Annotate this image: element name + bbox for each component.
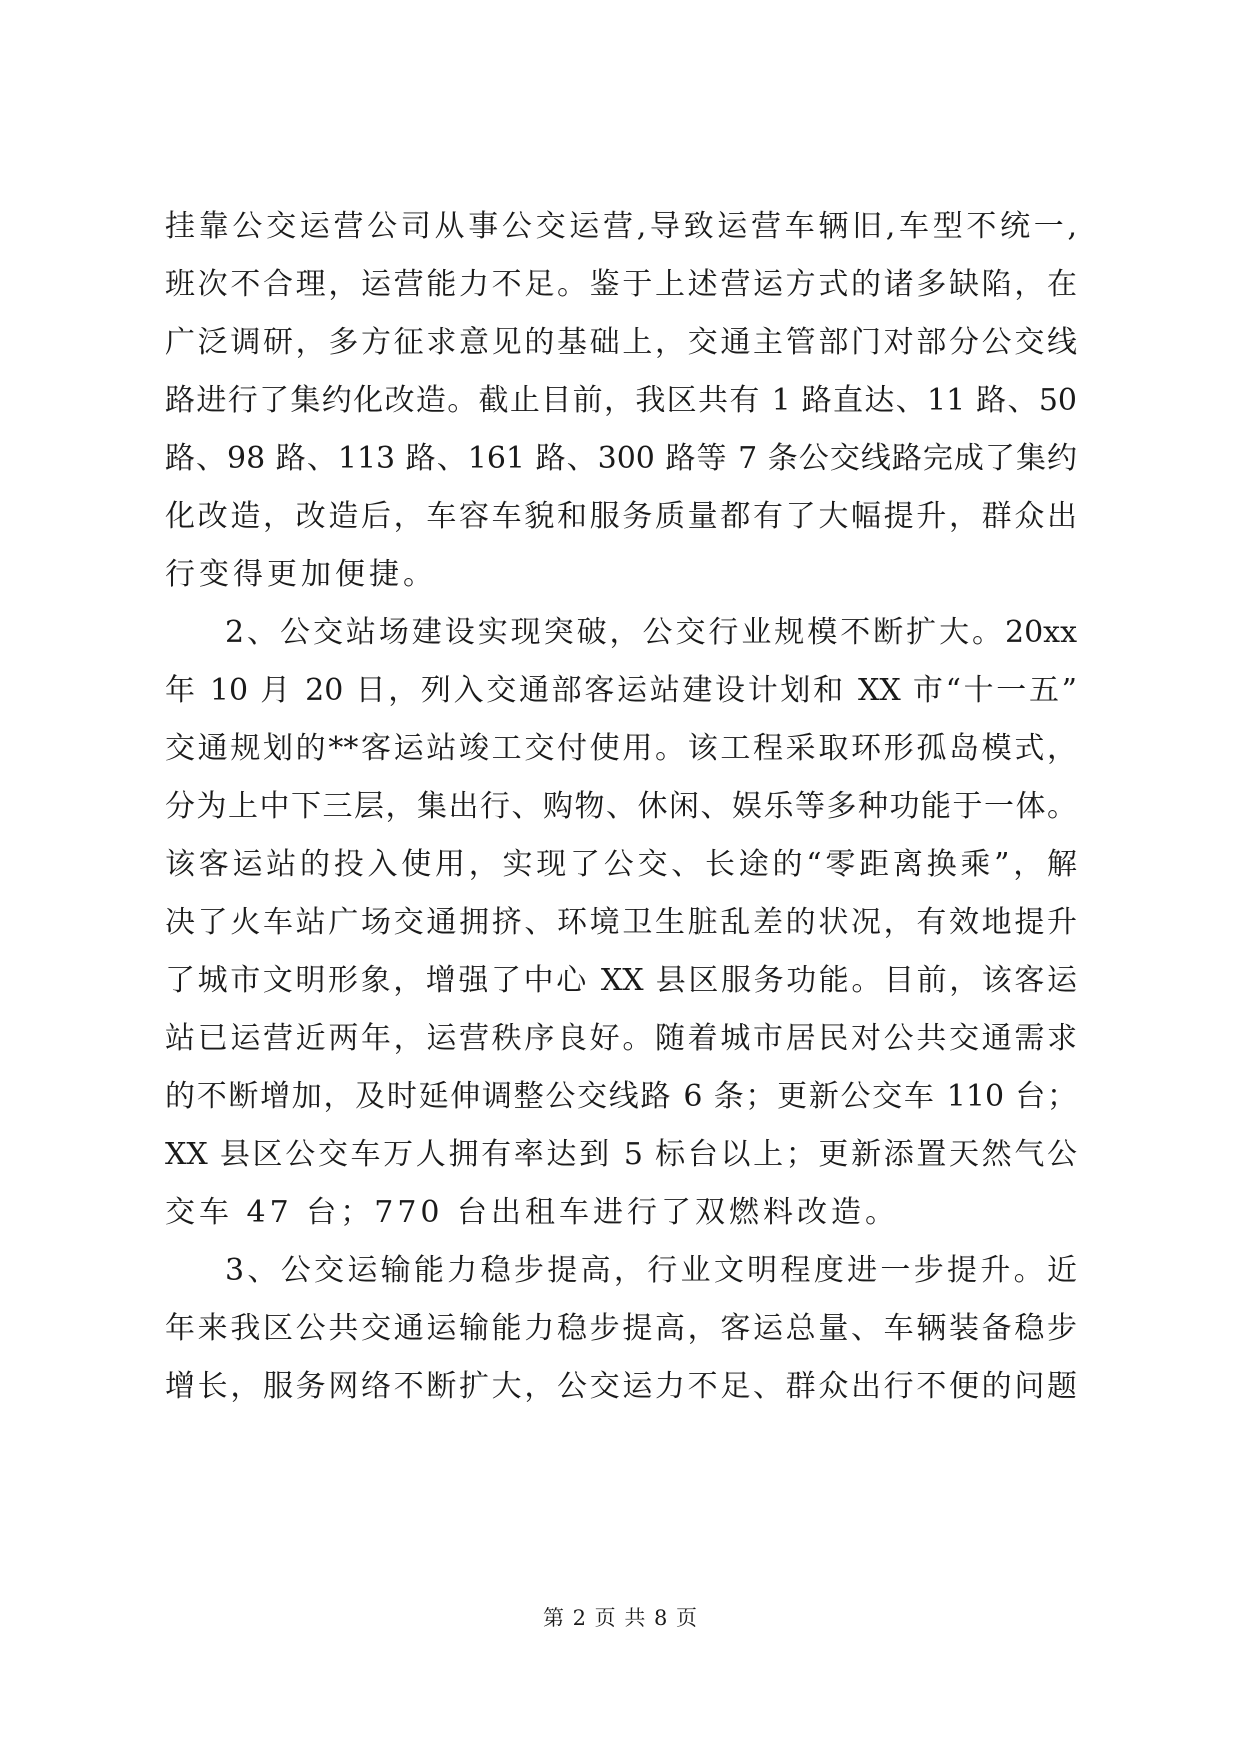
page-footer: 第 2 页 共 8 页 bbox=[542, 1606, 699, 1630]
text-line: 广泛调研，多方征求意见的基础上，交通主管部门对部分公交线 bbox=[165, 325, 1077, 360]
text-line: 的不断增加，及时延伸调整公交线路 6 条；更新公交车 110 台； bbox=[165, 1079, 1077, 1114]
text-line: 分为上中下三层，集出行、购物、休闲、娱乐等多种功能于一体。 bbox=[165, 789, 1077, 824]
text-line: 挂靠公交运营公司从事公交运营,导致运营车辆旧,车型不统一, bbox=[165, 209, 1077, 244]
text-line: 该客运站的投入使用，实现了公交、长途的“零距离换乘”，解 bbox=[165, 847, 1077, 882]
text-line: 年 10 月 20 日，列入交通部客运站建设计划和 XX 市“十一五” bbox=[165, 673, 1077, 708]
text-line: 化改造，改造后，车容车貌和服务质量都有了大幅提升，群众出 bbox=[165, 499, 1077, 534]
text-line: 站已运营近两年，运营秩序良好。随着城市居民对公共交通需求 bbox=[165, 1021, 1077, 1056]
text-line: 交车 47 台；770 台出租车进行了双燃料改造。 bbox=[165, 1195, 900, 1230]
text-line: 行变得更加便捷。 bbox=[165, 557, 437, 592]
text-line: 班次不合理，运营能力不足。鉴于上述营运方式的诸多缺陷，在 bbox=[165, 267, 1077, 302]
text-line: XX 县区公交车万人拥有率达到 5 标台以上；更新添置天然气公 bbox=[165, 1137, 1077, 1172]
text-line: 决了火车站广场交通拥挤、环境卫生脏乱差的状况，有效地提升 bbox=[165, 905, 1077, 940]
text-line: 了城市文明形象，增强了中心 XX 县区服务功能。目前，该客运 bbox=[165, 963, 1077, 998]
text-line: 年来我区公共交通运输能力稳步提高，客运总量、车辆装备稳步 bbox=[165, 1311, 1077, 1346]
paragraph-start-line: 2、公交站场建设实现突破，公交行业规模不断扩大。20xx bbox=[225, 615, 1077, 650]
text-line: 路、98 路、113 路、161 路、300 路等 7 条公交线路完成了集约 bbox=[165, 441, 1077, 476]
text-line: 增长，服务网络不断扩大，公交运力不足、群众出行不便的问题 bbox=[165, 1369, 1077, 1404]
paragraph-start-line: 3、公交运输能力稳步提高，行业文明程度进一步提升。近 bbox=[225, 1253, 1077, 1288]
text-line: 交通规划的**客运站竣工交付使用。该工程采取环形孤岛模式， bbox=[165, 731, 1077, 766]
text-line: 路进行了集约化改造。截止目前，我区共有 1 路直达、11 路、50 bbox=[165, 383, 1077, 418]
